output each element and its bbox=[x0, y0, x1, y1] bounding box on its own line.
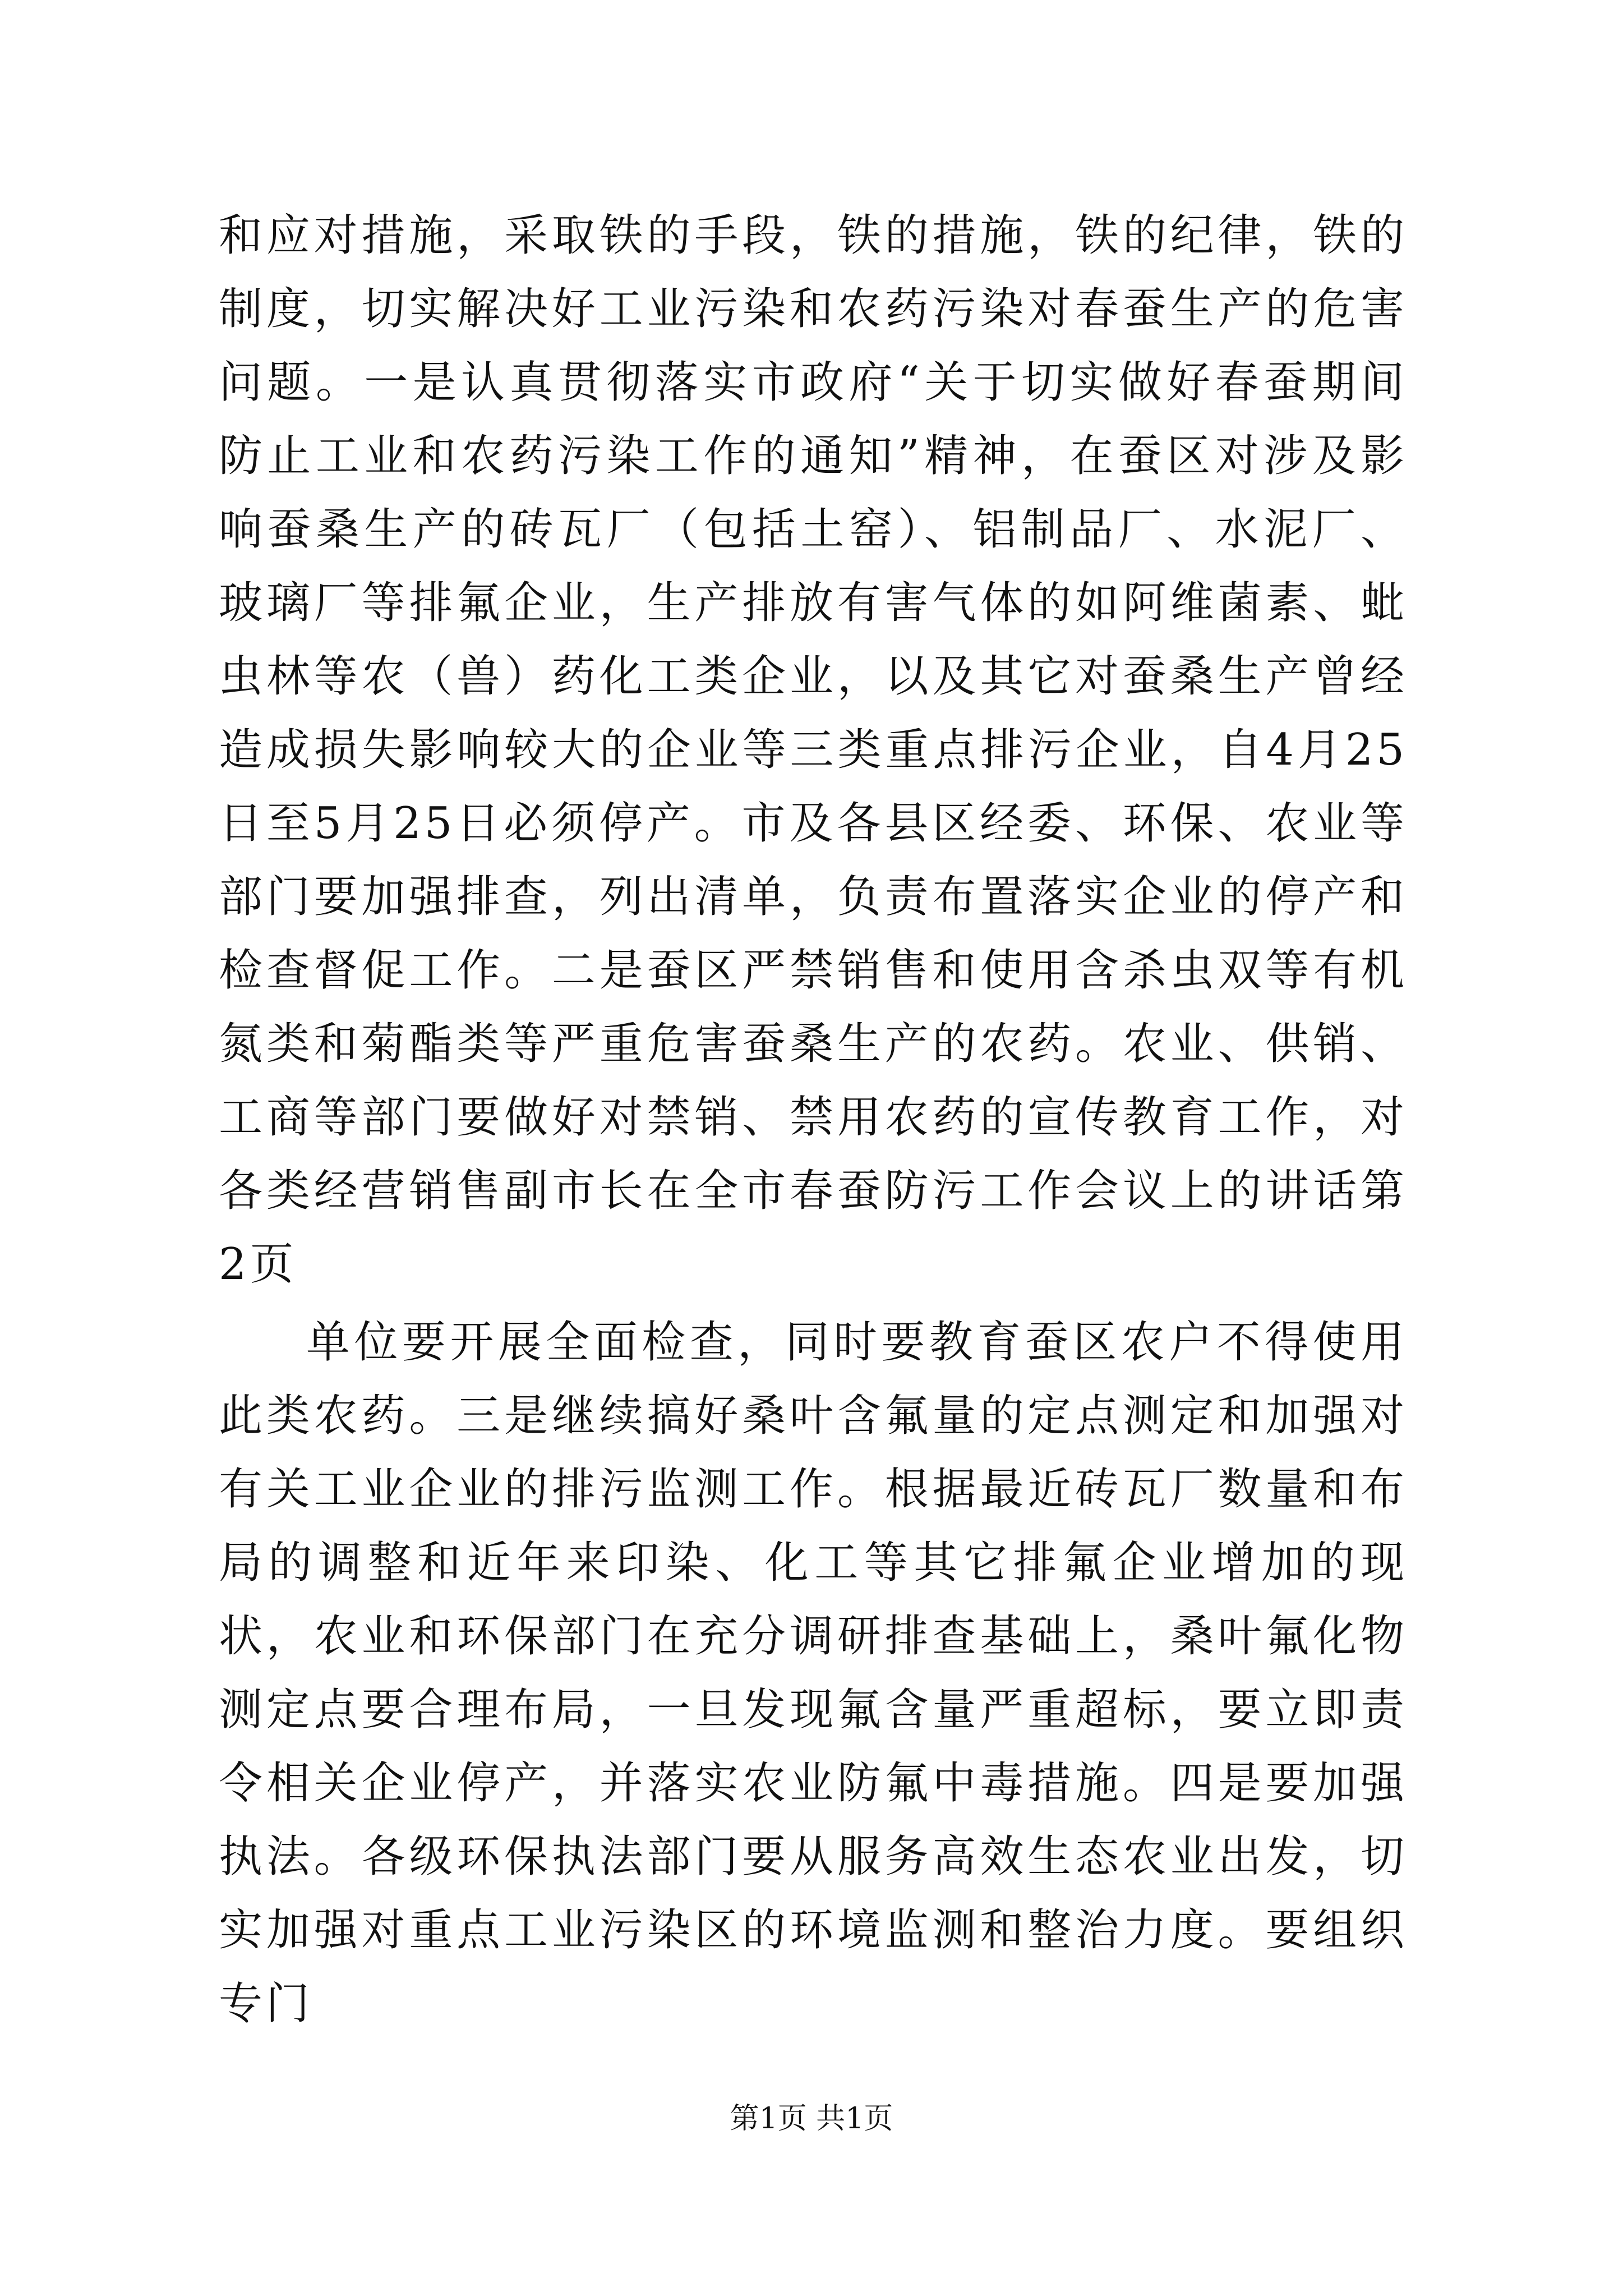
paragraph-1: 和应对措施，采取铁的手段，铁的措施，铁的纪律，铁的制度，切实解决好工业污染和农药污染对春蚕生产的危害问题。一是认真贯彻落实市政府“关于切实做好春蚕期间防止工业和农药污染工作的通知”精神，在蚕区对涉及影响蚕桑生产的砖瓦厂（包括土窑）、铝制品厂、水泥厂、玻璃厂等排氟企业，生产排放有害气体的如阿维菌素、蚍虫林等农（兽）药化工类企业，以及其它对蚕桑生产曾经造成损失影响较大的企业等三类重点排污企业，自4月25日至5月25日必须停产。市及各县区经委、环保、农业等部门要加强排查，列出清单，负责布置落实企业的停产和检查督促工作。二是蚕区严禁销售和使用含杀虫双等有机氮类和菊酯类等严重危害蚕桑生产的农药。农业、供销、工商等部门要做好对禁销、禁用农药的宣传教育工作，对各类经营销售副市长在全市春蚕防污工作会议上的讲话第2页 bbox=[219, 210, 1408, 1290]
document-body bbox=[219, 199, 1408, 2041]
page-footer: 第1页 共1页 bbox=[730, 2102, 893, 2136]
paragraph-2: 单位要开展全面检查，同时要教育蚕区农户不得使用此类农药。三是继续搞好桑叶含氟量的定点测定和加强对有关工业企业的排污监测工作。根据最近砖瓦厂数量和布局的调整和近年来印染、化工等其它排氟企业增加的现状，农业和环保部门在充分调研排查基础上，桑叶氟化物测定点要合理布局，一旦发现氟含量严重超标，要立即责令相关企业停产，并落实农业防氟中毒措施。四是要加强执法。各级环保执法部门要从服务高效生态农业出发，切实加强对重点工业污染区的环境监测和整治力度。要组织专门 bbox=[219, 1317, 1408, 2029]
